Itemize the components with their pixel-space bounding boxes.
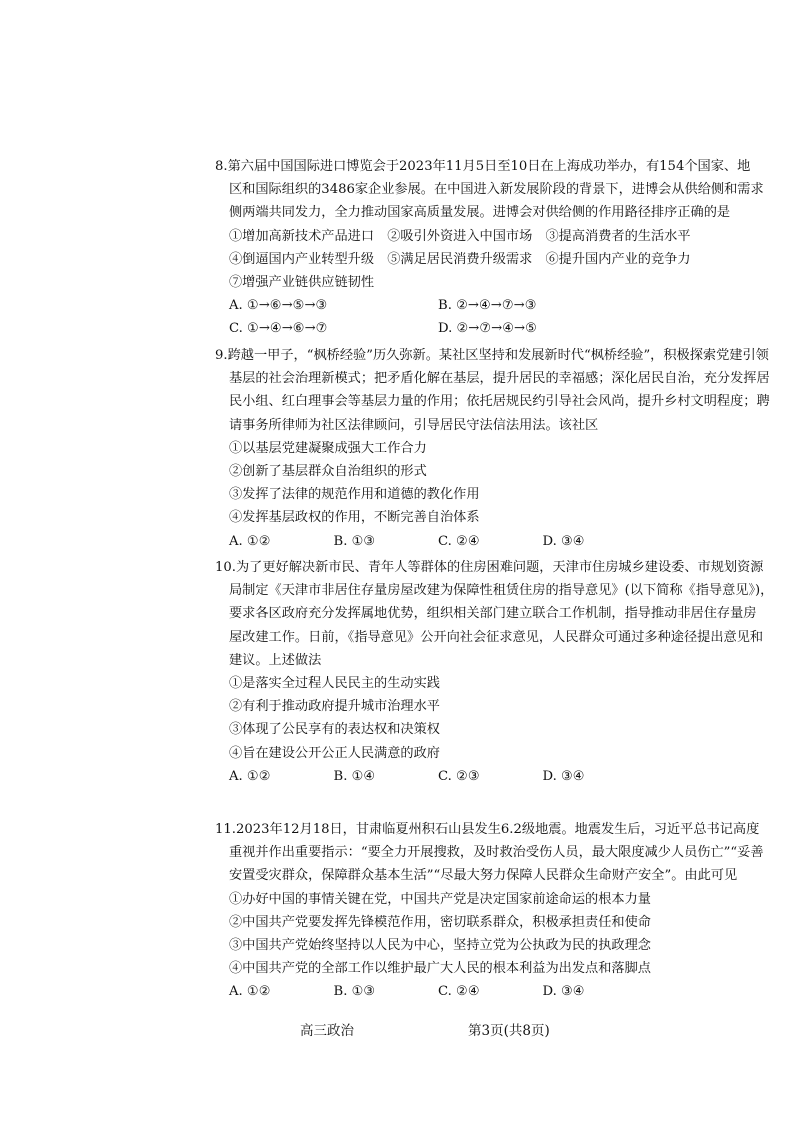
statement: ②有利于推动政府提升城市治理水平 bbox=[229, 699, 440, 715]
question-8 bbox=[215, 155, 764, 341]
statement: ①以基层党建凝聚成强大工作合力 bbox=[229, 440, 427, 456]
option-c[interactable]: C. ②③ bbox=[438, 768, 480, 784]
statement: ③发挥了法律的规范作用和道德的教化作用 bbox=[229, 487, 480, 503]
footer-subject: 高三政治 bbox=[300, 1023, 354, 1039]
question-stem-line: 9.跨越一甲子，“枫桥经验”历久弥新。某社区坚持和发展新时代“枫桥经验”，积极探索党建引领 bbox=[215, 348, 769, 363]
question-number: 10. bbox=[215, 560, 236, 575]
statement: ④中国共产党的全部工作以维护最广大人民的根本利益为出发点和落脚点 bbox=[229, 961, 651, 977]
question-stem-line: 要求各区政府充分发挥属地优势，组织相关部门建立联合工作机制，指导推动非居住存量房 bbox=[229, 606, 757, 622]
options-row bbox=[215, 980, 647, 1003]
question-stem-line: 重视并作出重要指示：“要全力开展搜救，及时救治受伤人员，最大限度减少人员伤亡”“妥善 bbox=[229, 845, 764, 861]
question-stem-line: 屋改建工作。日前，《指导意见》公开向社会征求意见，人民群众可通过多种途径提出意见和 bbox=[229, 629, 764, 645]
statement: ④旨在建设公开公正人民满意的政府 bbox=[229, 745, 440, 761]
option-c[interactable]: C. ②④ bbox=[438, 984, 480, 1000]
options-row bbox=[215, 317, 647, 340]
statement: ②中国共产党要发挥先锋模范作用，密切联系群众，积极承担责任和使命 bbox=[229, 914, 651, 930]
question-stem-line: 10.为了更好解决新市民、青年人等群体的住房困难问题，天津市住房城乡建设委、市规划资源 bbox=[215, 560, 764, 575]
option-d[interactable]: D. ③④ bbox=[542, 768, 585, 784]
statement: ④发挥基层政权的作用，不断完善自治体系 bbox=[229, 510, 480, 526]
option-a[interactable]: A. ①② bbox=[229, 984, 271, 1000]
question-stem-line: 建议。上述做法 bbox=[229, 652, 322, 668]
question-number: 9. bbox=[215, 348, 228, 363]
question-stem-line: 8.第六届中国国际进口博览会于2023年11月5日至10日在上海成功举办，有154个国家、地 bbox=[215, 159, 751, 174]
question-number: 8. bbox=[215, 159, 228, 174]
question-11 bbox=[215, 818, 764, 1004]
options-row bbox=[215, 294, 647, 317]
question-stem-line: 安置受灾群众，保障群众基本生活”“尽最大努力保障人民群众生命财产安全”。由此可见 bbox=[229, 868, 738, 884]
question-stem-line: 区和国际组织的3486家企业参展。在中国进入新发展阶段的背景下，进博会从供给侧和需求 bbox=[229, 182, 764, 198]
question-stem-line: 局制定《天津市非居住存量房屋改建为保障性租赁住房的指导意见》(以下简称《指导意见》)， bbox=[229, 583, 774, 599]
option-a[interactable]: A. ①→⑥→⑤→③ bbox=[229, 298, 328, 314]
statement: ④倒逼国内产业转型升级 ⑤满足居民消费升级需求 ⑥提升国内产业的竞争力 bbox=[229, 251, 691, 267]
option-b[interactable]: B. ①④ bbox=[333, 768, 376, 784]
question-9 bbox=[215, 344, 770, 553]
option-d[interactable]: D. ③④ bbox=[542, 533, 585, 549]
question-stem-line: 民小组、红白理事会等基层力量的作用；依托居规民约引导社会风尚，提升乡村文明程度；聘 bbox=[229, 394, 770, 410]
statement: ①是落实全过程人民民主的生动实践 bbox=[229, 676, 440, 692]
option-c[interactable]: C. ②④ bbox=[438, 533, 480, 549]
options-row bbox=[215, 765, 647, 788]
footer-page-number: 第3页(共8页) bbox=[468, 1023, 550, 1039]
question-10 bbox=[215, 556, 774, 788]
question-stem-line: 11.2023年12月18日，甘肃临夏州积石山县发生6.2级地震。地震发生后，习近平总书记高度 bbox=[215, 822, 760, 837]
question-stem-line: 基层的社会治理新模式；把矛盾化解在基层，提升居民的幸福感；深化居民自治，充分发挥居 bbox=[229, 371, 770, 387]
question-number: 11. bbox=[215, 822, 236, 837]
statement: ③体现了公民享有的表达权和决策权 bbox=[229, 722, 440, 738]
options-row bbox=[215, 530, 647, 553]
statement: ①办好中国的事情关键在党，中国共产党是决定国家前途命运的根本力量 bbox=[229, 891, 651, 907]
option-a[interactable]: A. ①② bbox=[229, 533, 271, 549]
statement: ⑦增强产业链供应链韧性 bbox=[229, 275, 375, 291]
question-stem-line: 请事务所律师为社区法律顾问，引导居民守法信法用法。该社区 bbox=[229, 417, 599, 433]
option-b[interactable]: B. ②→④→⑦→③ bbox=[438, 298, 537, 314]
option-d[interactable]: D. ③④ bbox=[542, 984, 585, 1000]
option-a[interactable]: A. ①② bbox=[229, 768, 271, 784]
question-stem-line: 侧两端共同发力，全力推动国家高质量发展。进博会对供给侧的作用路径排序正确的是 bbox=[229, 205, 731, 221]
option-c[interactable]: C. ①→④→⑥→⑦ bbox=[229, 321, 328, 337]
option-b[interactable]: B. ①③ bbox=[333, 984, 376, 1000]
option-d[interactable]: D. ②→⑦→④→⑤ bbox=[438, 321, 537, 337]
statement: ②创新了基层群众自治组织的形式 bbox=[229, 464, 427, 480]
option-b[interactable]: B. ①③ bbox=[333, 533, 376, 549]
statement: ③中国共产党始终坚持以人民为中心，坚持立党为公执政为民的执政理念 bbox=[229, 938, 651, 954]
statement: ①增加高新技术产品进口 ②吸引外资进入中国市场 ③提高消费者的生活水平 bbox=[229, 228, 691, 244]
